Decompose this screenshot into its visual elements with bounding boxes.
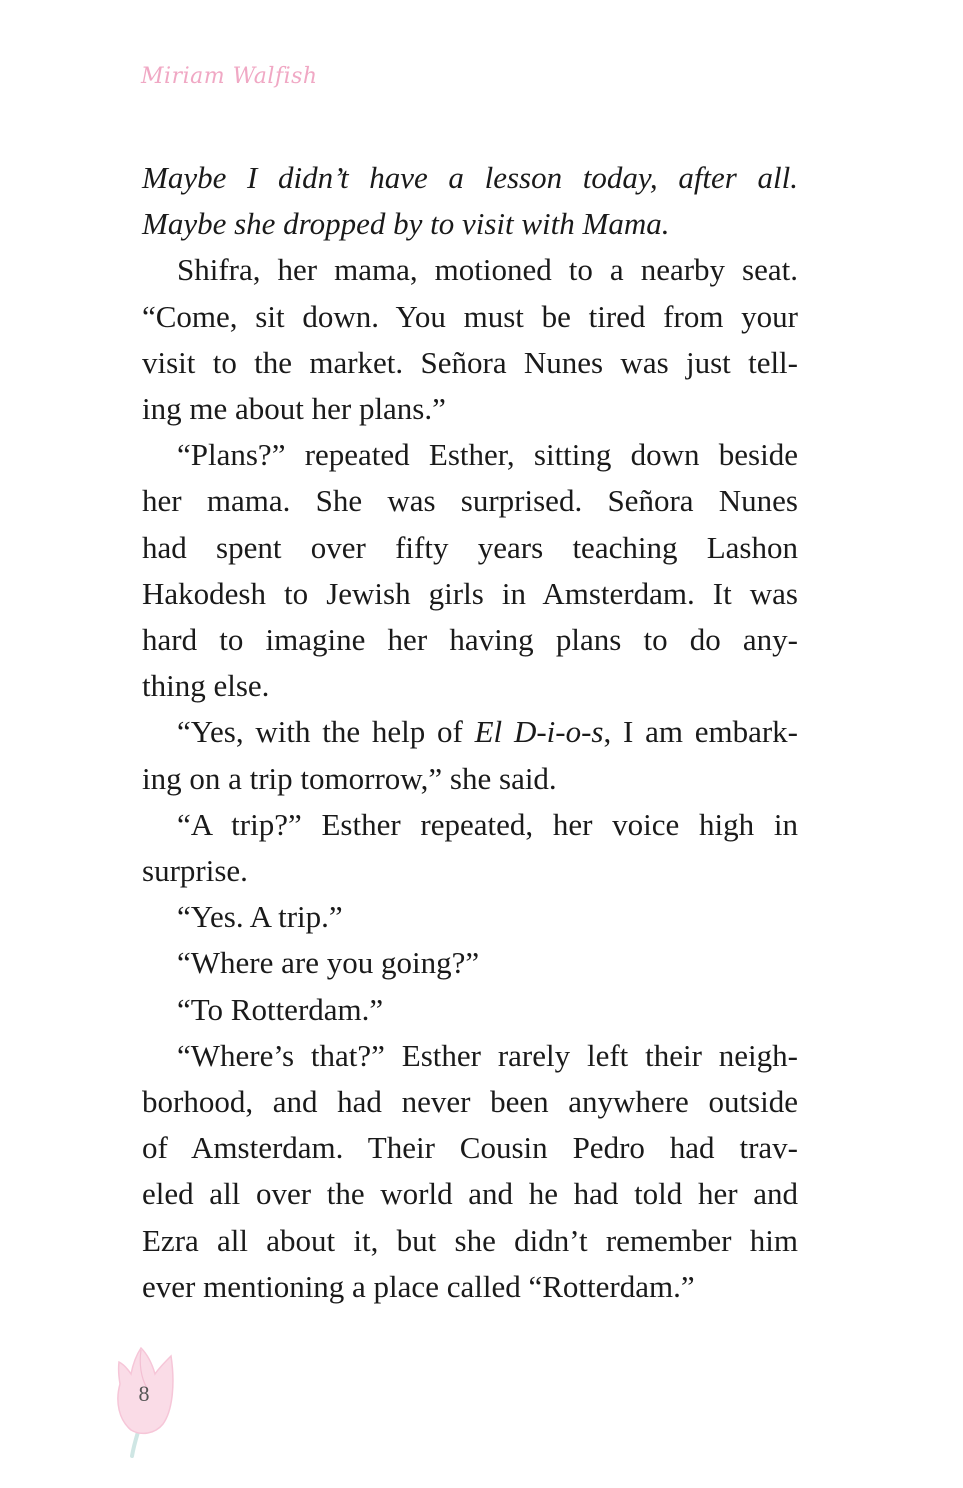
- paragraph: [142, 940, 798, 986]
- paragraph: [142, 894, 798, 940]
- paragraph: [142, 987, 798, 1033]
- page-number: 8: [138, 1381, 150, 1406]
- text-line: borhood, and had never been anywhere outside: [142, 1084, 798, 1120]
- text-line: hard to imagine her having plans to do any-: [142, 622, 798, 658]
- text-fragment: , I am embark-: [603, 714, 798, 750]
- text-line: had spent over fifty years teaching Lashon: [142, 529, 798, 565]
- page-folio: [111, 1344, 181, 1459]
- text-line: of Amsterdam. Their Cousin Pedro had trav-: [142, 1130, 798, 1166]
- paragraph: [142, 1033, 798, 1310]
- text-line: thing else.: [142, 668, 270, 704]
- text-line: Hakodesh to Jewish girls in Amsterdam. It was: [142, 575, 798, 611]
- text-line: her mama. She was surprised. Señora Nunes: [142, 483, 798, 519]
- text-line: “Where’s that?” Esther rarely left their neigh-: [177, 1037, 798, 1073]
- text-line: “Come, sit down. You must be tired from your: [142, 298, 798, 334]
- text-line: “Plans?” repeated Esther, sitting down beside: [177, 437, 798, 473]
- text-line: visit to the market. Señora Nunes was just tell-: [142, 344, 798, 380]
- paragraph: [142, 709, 798, 801]
- text-line: surprise.: [142, 853, 248, 889]
- text-line: “Yes. A trip.”: [177, 899, 343, 935]
- text-line: Shifra, her mama, motioned to a nearby seat.: [177, 252, 798, 288]
- text-line: Maybe I didn’t have a lesson today, after all.: [142, 160, 798, 195]
- text-line: Ezra all about it, but she didn’t remember him: [142, 1222, 798, 1258]
- text-line: Maybe she dropped by to visit with Mama.: [142, 206, 670, 242]
- paragraph: [142, 802, 798, 894]
- running-head: Miriam Walfish: [141, 64, 318, 89]
- text-line: ing me about her plans.”: [142, 391, 446, 427]
- text-line: ing on a trip tomorrow,” she said.: [142, 760, 557, 796]
- emphasis-text: El D-i-o-s: [474, 714, 604, 750]
- text-line: “Where are you going?”: [177, 945, 480, 981]
- text-line: “A trip?” Esther repeated, her voice high in: [177, 806, 798, 842]
- paragraph: [142, 247, 798, 432]
- text-line: “To Rotterdam.”: [177, 991, 384, 1027]
- text-line: [142, 709, 798, 755]
- paragraph: [142, 155, 798, 247]
- paragraph: [142, 432, 798, 709]
- text-fragment: “Yes, with the help of: [177, 714, 475, 750]
- text-line: eled all over the world and he had told her and: [142, 1176, 798, 1212]
- text-line: ever mentioning a place called “Rotterdam.”: [142, 1268, 695, 1304]
- body-text: [142, 155, 798, 1310]
